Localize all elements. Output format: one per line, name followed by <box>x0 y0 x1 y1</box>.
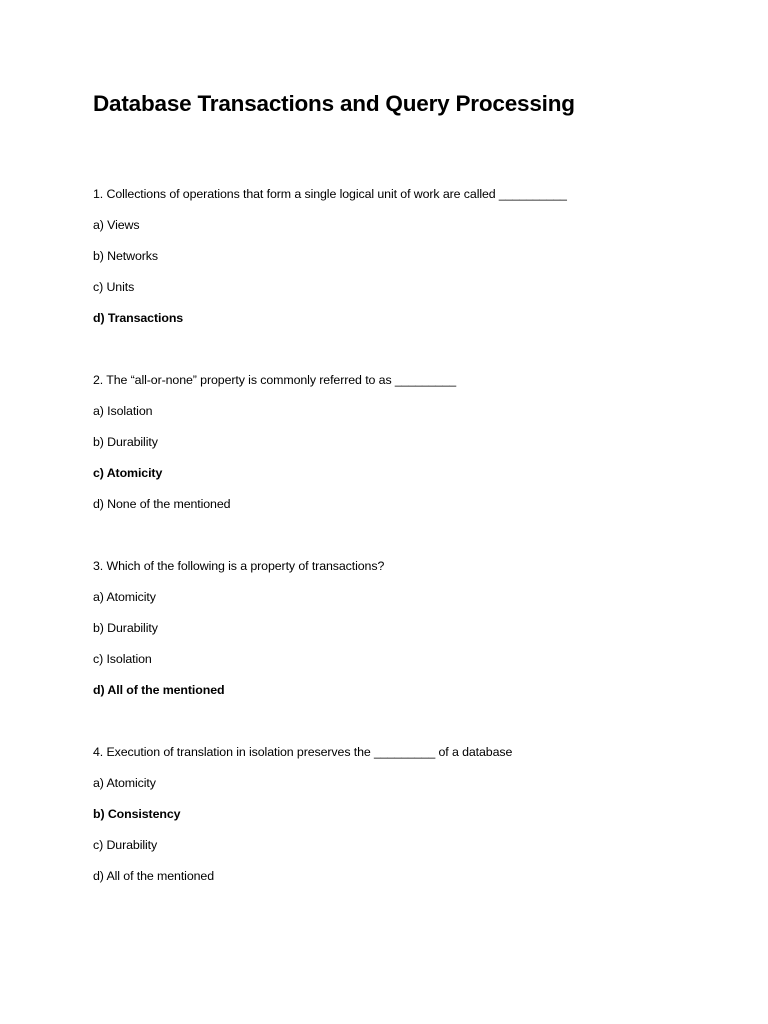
question-4-option-d: d) All of the mentioned <box>93 869 214 883</box>
question-4-option-c: c) Durability <box>93 838 158 852</box>
question-1-option-a: a) Views <box>93 218 140 232</box>
question-4-text: 4. Execution of translation in isolation preserves the _________ of a database <box>93 745 513 759</box>
question-3-option-a: a) Atomicity <box>93 590 156 604</box>
question-4-option-b-correct: b) Consistency <box>93 807 181 821</box>
question-1-option-c: c) Units <box>93 280 135 294</box>
question-2-option-d: d) None of the mentioned <box>93 497 231 511</box>
question-2-option-a: a) Isolation <box>93 404 153 418</box>
question-1-text: 1. Collections of operations that form a single logical unit of work are called __________ <box>93 187 567 201</box>
question-1-option-d-correct: d) Transactions <box>93 311 184 325</box>
question-3-text: 3. Which of the following is a property of transactions? <box>93 559 385 573</box>
question-2-text: 2. The “all-or-none” property is commonly referred to as _________ <box>93 373 457 387</box>
question-4-option-a: a) Atomicity <box>93 776 156 790</box>
question-2-option-b: b) Durability <box>93 435 158 449</box>
question-1-option-b: b) Networks <box>93 249 158 263</box>
page-title: Database Transactions and Query Processing <box>93 91 575 116</box>
question-3-option-b: b) Durability <box>93 621 158 635</box>
question-3-option-c: c) Isolation <box>93 652 152 666</box>
question-2-option-c-correct: c) Atomicity <box>93 466 163 480</box>
question-3-option-d-correct: d) All of the mentioned <box>93 683 225 697</box>
